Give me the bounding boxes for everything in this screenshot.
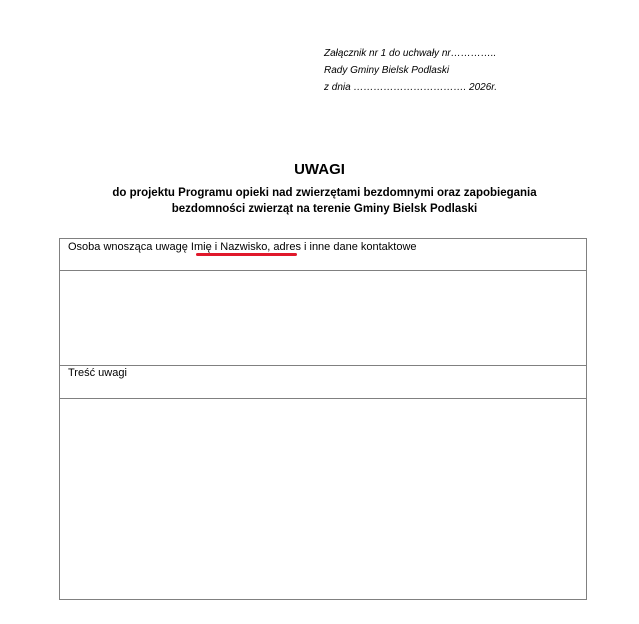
attachment-header: [324, 45, 497, 96]
subtitle-line-2: bezdomności zwierząt na terenie Gminy Bielsk Podlaski: [171, 203, 478, 215]
attachment-line-resolution: Załącznik nr 1 do uchwały nr…………..: [324, 48, 497, 59]
comment-label: Treść uwagi: [68, 367, 127, 379]
comment-form-table: [59, 238, 587, 600]
spellcheck-underline: [196, 253, 297, 256]
subtitle-line-1: do projektu Programu opieki nad zwierzętami bezdomnymi oraz zapobiegania: [112, 187, 537, 199]
comment-input-cell[interactable]: [60, 399, 586, 599]
attachment-line-date: z dnia ……………………………. 2026r.: [324, 82, 498, 93]
contact-input-cell[interactable]: [60, 271, 586, 365]
comment-label-row: [60, 366, 586, 398]
contact-label: Osoba wnosząca uwagę Imię i Nazwisko, adres i inne dane kontaktowe: [68, 241, 417, 253]
contact-label-row: [60, 239, 586, 270]
document-title: UWAGI: [294, 161, 345, 178]
document-subtitle: [60, 185, 589, 217]
attachment-line-council: Rady Gminy Bielsk Podlaski: [324, 65, 450, 76]
